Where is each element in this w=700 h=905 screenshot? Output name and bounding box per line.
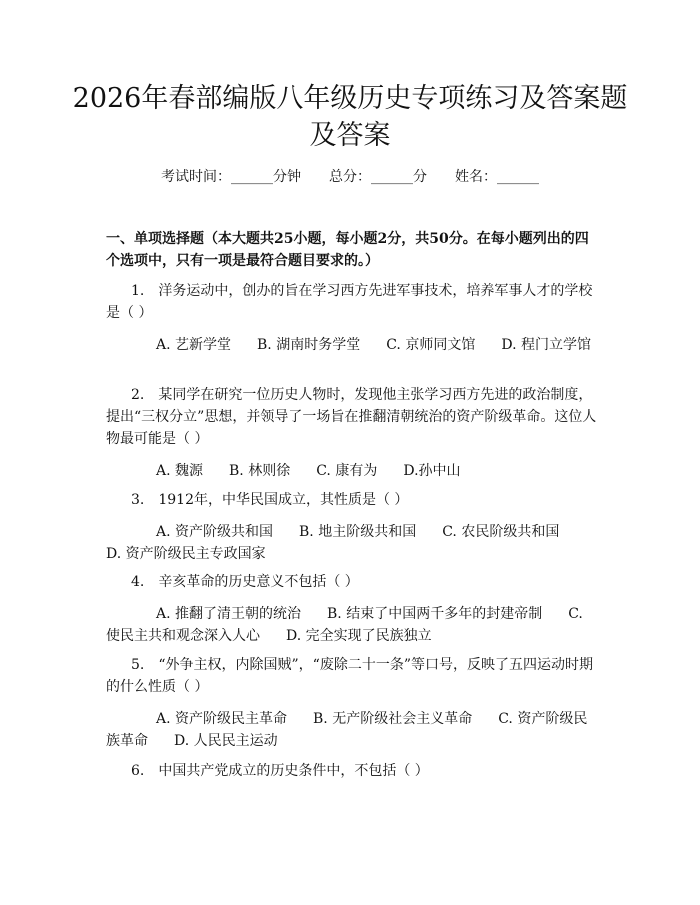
question-stem: 1. 洋务运动中，创办的旨在学习西方先进军事技术，培养军事人才的学校是（ ） [106, 283, 593, 321]
section-heading: 一、单项选择题（本大题共25小题，每小题2分，共50分。在每小题列出的四个选项中，只有一项是最符合题目要求的。） [106, 231, 589, 269]
option-c[interactable]: C. 农民阶级共和国 [442, 524, 560, 540]
option-d[interactable]: D.孙中山 [403, 463, 461, 479]
question-options [106, 603, 600, 647]
exam-meta-line: 考试时间：______分钟 总分：______分 姓名：______ [161, 169, 539, 185]
option-a[interactable]: A. 资产阶级民主革命 [156, 711, 288, 727]
option-d[interactable]: D. 人民民主运动 [174, 733, 278, 749]
question-options [106, 708, 600, 752]
option-d[interactable]: D. 完全实现了民族独立 [286, 628, 432, 644]
option-d[interactable]: D. 程门立学馆 [501, 337, 591, 353]
option-a[interactable]: A. 资产阶级共和国 [156, 524, 274, 540]
question-stem: 2. 某同学在研究一位历史人物时，发现他主张学习西方先进的政治制度，提出“三权分立”思想，并领导了一场旨在推翻清朝统治的资产阶级革命。这位人物最可能是（ ） [106, 387, 597, 447]
question-options [106, 521, 600, 565]
option-a[interactable]: A. 魏源 [156, 463, 204, 479]
question-stem: 3. 1912年，中华民国成立，其性质是（ ） [131, 492, 409, 508]
question-6 [106, 760, 600, 782]
option-a[interactable]: A. 艺新学堂 [156, 337, 232, 353]
question-4 [106, 571, 600, 647]
option-b[interactable]: B. 林则徐 [229, 463, 291, 479]
question-1 [106, 280, 600, 356]
option-d[interactable]: D. 资产阶级民主专政国家 [106, 546, 266, 562]
question-3 [106, 489, 600, 565]
option-c[interactable]: C. 使民主共和观念深入人心 [106, 606, 583, 644]
document-title: 2026年春部编版八年级历史专项练习及答案题及答案 [72, 83, 628, 151]
option-b[interactable]: B. 无产阶级社会主义革命 [313, 711, 473, 727]
option-c[interactable]: C. 康有为 [316, 463, 378, 479]
option-a[interactable]: A. 推翻了清王朝的统治 [156, 606, 302, 622]
question-2 [106, 384, 600, 482]
option-b[interactable]: B. 湖南时务学堂 [257, 337, 361, 353]
question-options [106, 460, 600, 482]
question-stem: 4. 辛亥革命的历史意义不包括（ ） [131, 574, 359, 590]
option-c[interactable]: C. 京师同文馆 [386, 337, 476, 353]
question-stem: 5. “外争主权，内除国贼”，“废除二十一条”等口号，反映了五四运动时期的什么性质（ ） [106, 657, 593, 695]
option-b[interactable]: B. 结束了中国两千多年的封建帝制 [327, 606, 543, 622]
question-options [106, 334, 600, 356]
question-5 [106, 654, 600, 752]
question-stem: 6. 中国共产党成立的历史条件中，不包括（ ） [131, 763, 429, 779]
option-b[interactable]: B. 地主阶级共和国 [299, 524, 417, 540]
option-c[interactable]: C. 资产阶级民族革命 [106, 711, 588, 749]
